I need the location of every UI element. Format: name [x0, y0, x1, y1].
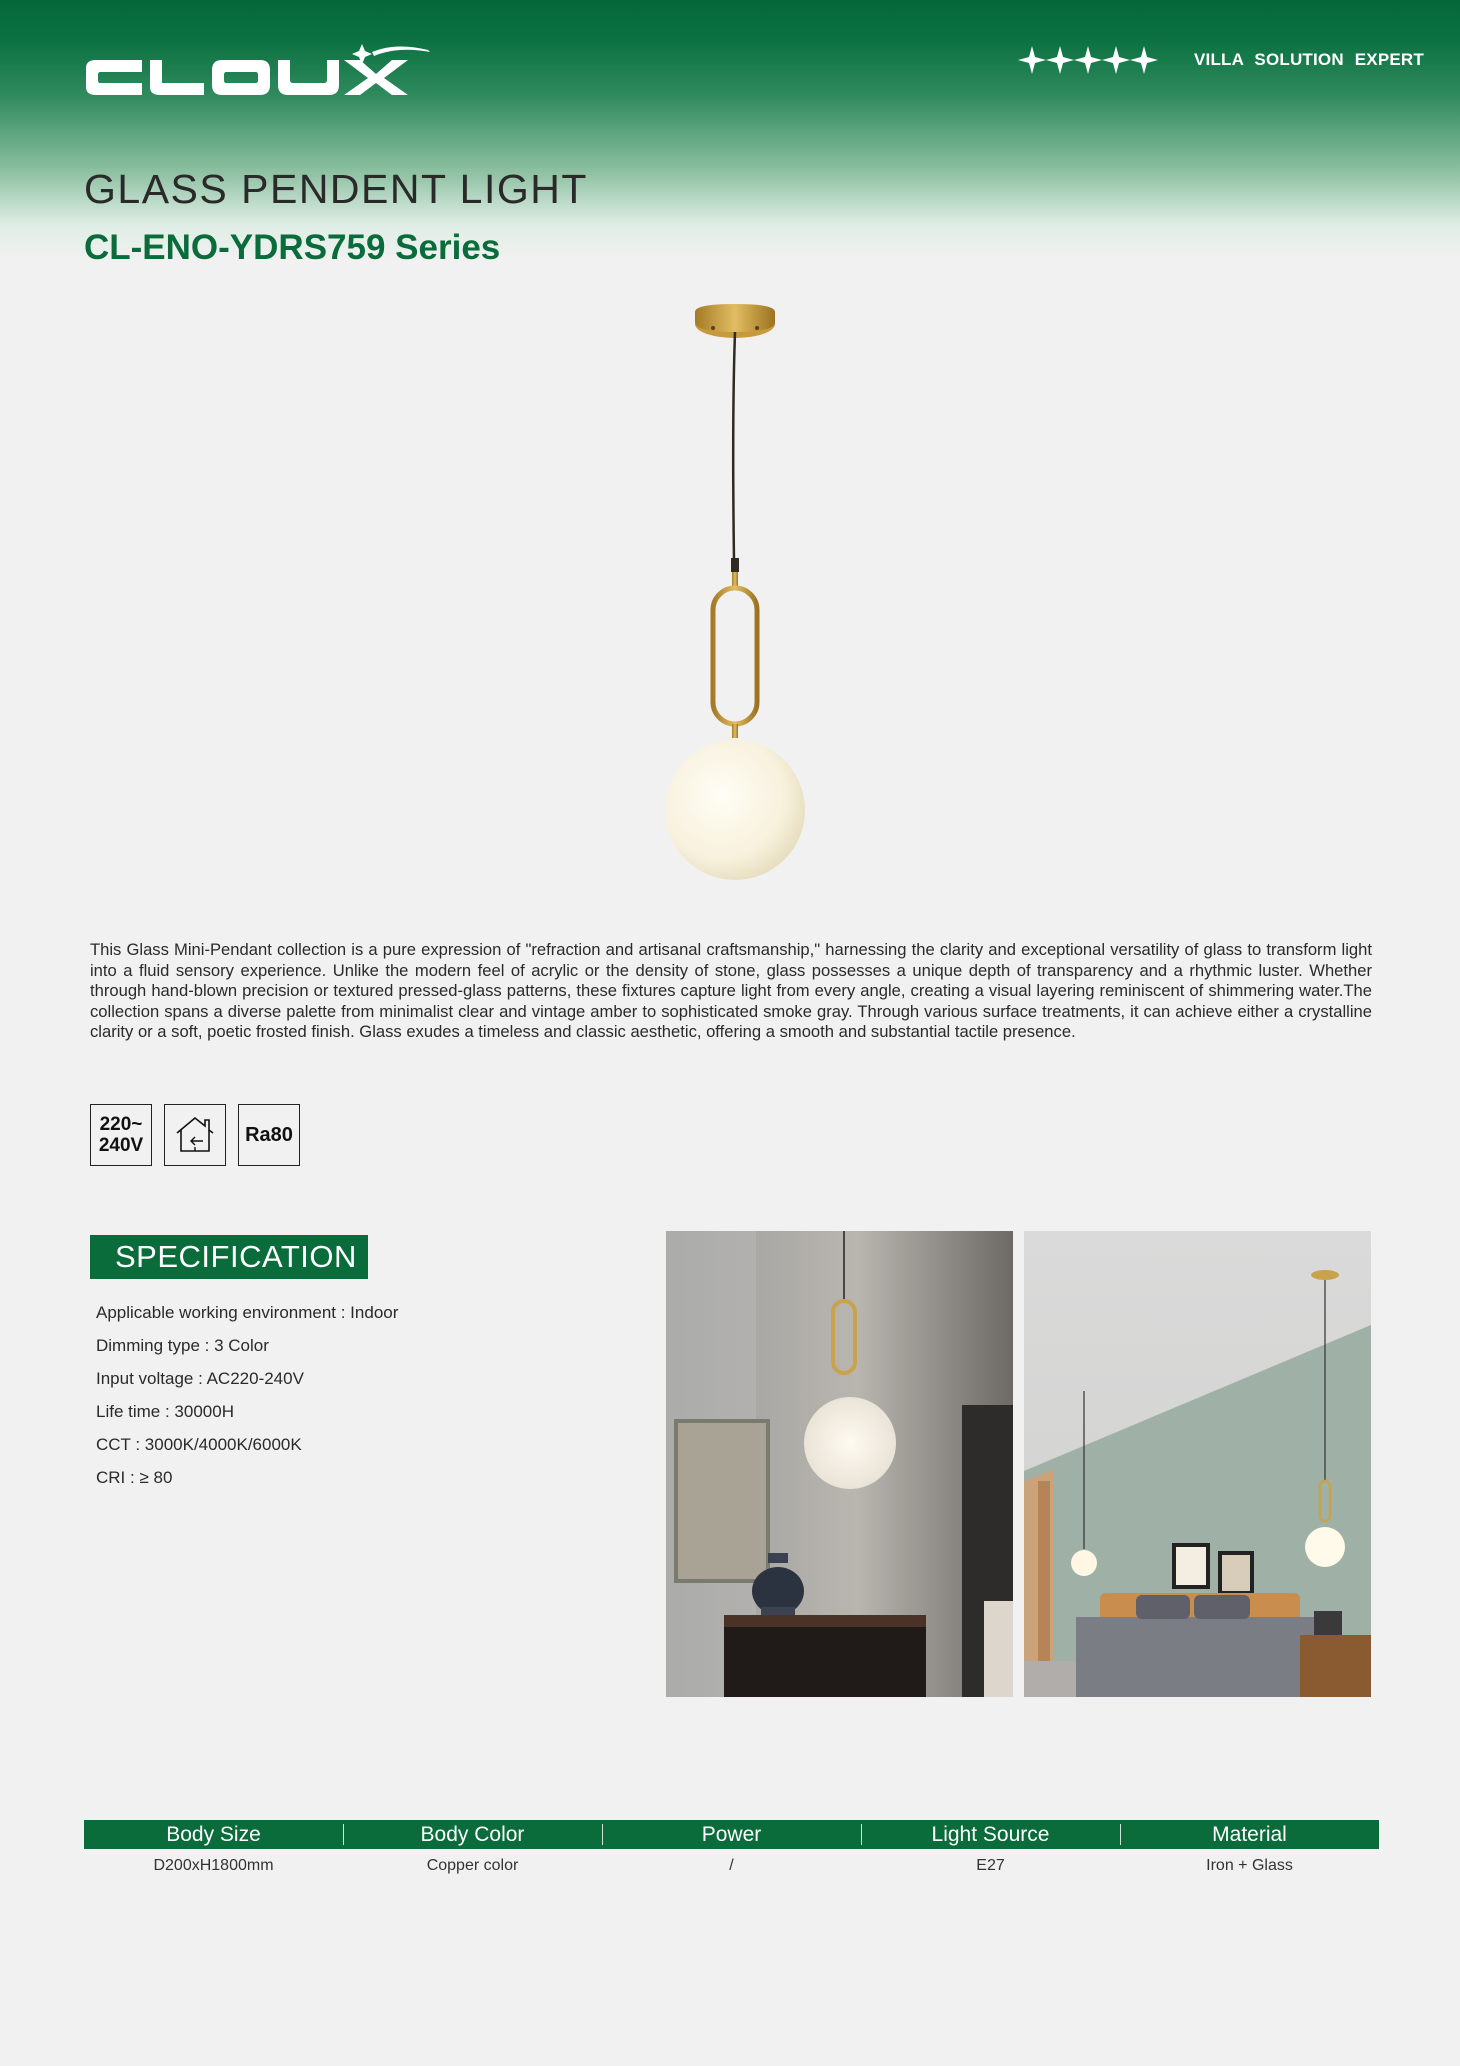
spec-environment: Applicable working environment : Indoor [96, 1303, 399, 1322]
voltage-line-2: 240V [98, 1135, 144, 1156]
specification-heading: SPECIFICATION [90, 1235, 368, 1279]
feature-badges [90, 1104, 300, 1166]
spec-cri: CRI : ≥ 80 [96, 1468, 173, 1487]
star-icon [1046, 46, 1074, 74]
voltage-badge [90, 1104, 152, 1166]
star-icon [1018, 46, 1046, 74]
star-icons [1018, 40, 1158, 80]
spec-table-header [84, 1820, 1379, 1849]
cri-badge: Ra80 [238, 1104, 300, 1166]
cell-material: Iron + Glass [1206, 1857, 1293, 1874]
indoor-house-icon [173, 1113, 217, 1157]
cell-body-size: D200xH1800mm [153, 1857, 274, 1874]
pendant-light-image [640, 298, 830, 900]
cell-body-color: Copper color [426, 1857, 519, 1874]
spec-dimming: Dimming type : 3 Color [96, 1336, 269, 1355]
col-light-source: Light Source [861, 1820, 1120, 1849]
table-row [84, 1857, 1379, 1875]
cell-light-source: E27 [976, 1857, 1005, 1874]
cloux-logo [84, 42, 436, 104]
specification-list [96, 1302, 398, 1500]
spec-voltage: Input voltage : AC220-240V [96, 1369, 304, 1388]
cell-power: / [729, 1857, 734, 1874]
bedroom-scene-photo [1024, 1231, 1371, 1697]
star-icon [1130, 46, 1158, 74]
col-power: Power [602, 1820, 861, 1849]
star-icon [1074, 46, 1102, 74]
series-subtitle: CL-ENO-YDRS759 Series [84, 228, 501, 267]
page-title: GLASS PENDENT LIGHT [84, 166, 588, 212]
col-body-color: Body Color [343, 1820, 602, 1849]
rating-stars [1018, 40, 1158, 80]
header-banner [0, 0, 1460, 260]
tagline: VILLA SOLUTION EXPERT [1194, 50, 1424, 69]
indoor-badge [164, 1104, 226, 1166]
spec-cct: CCT : 3000K/4000K/6000K [96, 1435, 302, 1454]
col-material: Material [1120, 1820, 1379, 1849]
bedside-scene-photo [666, 1231, 1013, 1697]
voltage-line-1: 220~ [99, 1114, 143, 1135]
product-description: This Glass Mini-Pendant collection is a pure expression of "refraction and artisanal craftsmanship," harnessing the clarity and exceptional versatility of glass to transform light into a fluid sensory experience. Unlike the modern feel of acrylic or the density of stone, glass possesses a unique depth of transparency and a rhythmic luster. Whether through hand-blown precision or textured pressed-glass patterns, these fixtures capture light from every angle, creating a visual layering reminiscent of shimmering water.The collection spans a diverse palette from minimalist clear and vintage amber to sophisticated smoke gray. Through various surface treatments, it can achieve either a crystalline clarity or a soft, poetic frosted finish. Glass exudes a timeless and classic aesthetic, offering a smooth and substantial tactile presence. [90, 940, 1372, 1042]
star-icon [1102, 46, 1130, 74]
spec-lifetime: Life time : 30000H [96, 1402, 234, 1421]
col-body-size: Body Size [166, 1823, 261, 1846]
